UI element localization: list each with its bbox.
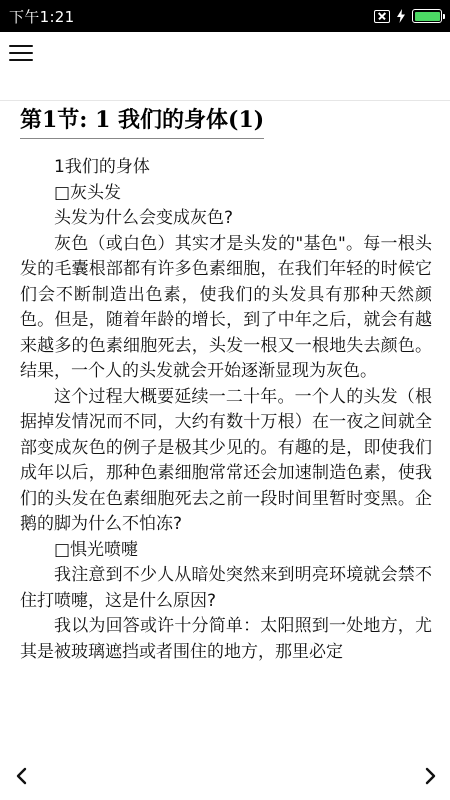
paragraph: 1我们的身体 xyxy=(54,157,150,177)
battery-icon xyxy=(412,9,442,23)
no-sim-icon xyxy=(374,10,390,23)
paragraph: 我注意到不少人从暗处突然来到明亮环境就会禁不住打喷嚏，这是什么原因? xyxy=(20,565,432,611)
charging-bolt-icon xyxy=(397,9,405,23)
chevron-right-icon xyxy=(425,767,437,785)
paragraph: □惧光喷嚏 xyxy=(54,539,139,560)
chapter-title: 第1节: 1 我们的身体(1) xyxy=(20,103,264,139)
next-page-button[interactable] xyxy=(420,763,442,789)
status-bar xyxy=(0,0,450,32)
status-time: 下午1:21 xyxy=(9,7,75,26)
header-divider xyxy=(0,100,450,101)
status-icons xyxy=(374,9,442,23)
top-bar xyxy=(0,32,450,84)
paragraph: 灰色（或白色）其实才是头发的"基色"。每一根头发的毛囊根部都有许多色素细胞，在我们年轻的时候它们会不断制造出色素，使我们的头发具有那种天然颜色。但是，随着年龄的增长，到了中年之后，就会有越来越多的色素细胞死去，头发一根又一根地失去颜色。结果，一个人的头发就会开始逐渐显现为灰色。 xyxy=(20,233,432,381)
paragraph: 头发为什么会变成灰色? xyxy=(54,208,234,228)
paragraph: 我以为回答或许十分简单：太阳照到一处地方，尤其是被玻璃遮挡或者围住的地方，那里必定 xyxy=(20,616,432,662)
paragraph: 这个过程大概要延续一二十年。一个人的头发（根据掉发情况而不同，大约有数十万根）在一夜之间就全部变成灰色的例子是极其少见的。有趣的是，即使我们成年以后，那种色素细胞常常还会加速制造色素，使我们的头发在色素细胞死去之前一段时间里暂时变黑。企鹅的脚为什么不怕冻? xyxy=(20,386,432,534)
reading-content xyxy=(20,155,432,665)
hamburger-menu-icon[interactable] xyxy=(9,43,33,63)
paragraph: □灰头发 xyxy=(54,182,122,203)
chevron-left-icon xyxy=(15,767,27,785)
battery-level xyxy=(415,12,440,21)
previous-page-button[interactable] xyxy=(10,763,32,789)
